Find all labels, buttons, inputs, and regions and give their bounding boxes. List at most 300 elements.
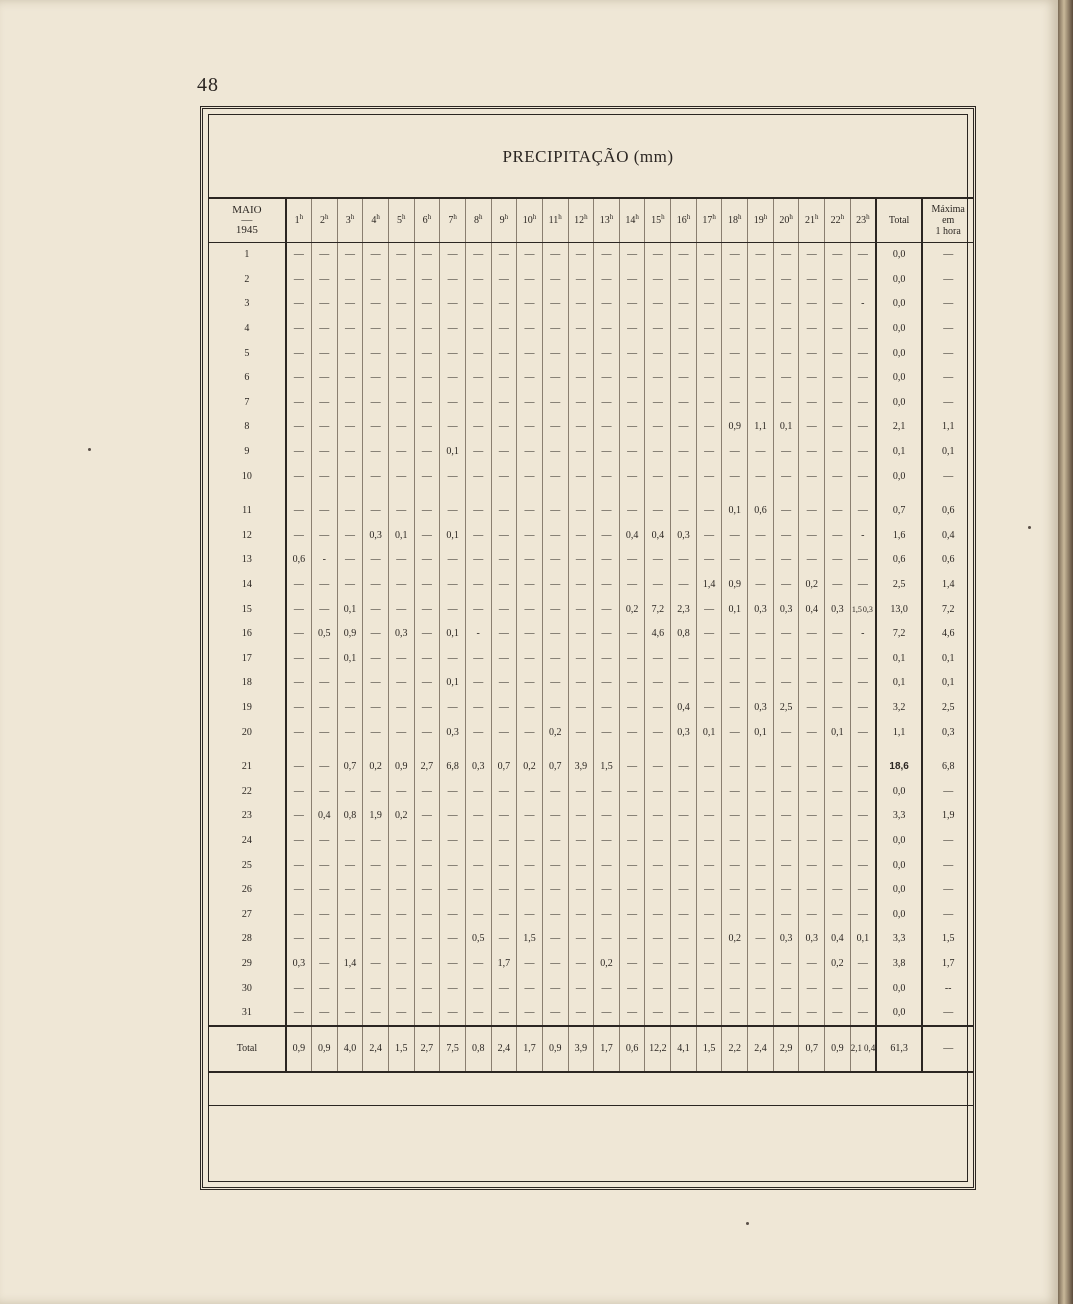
- hourly-value: —: [465, 1000, 491, 1026]
- hourly-value: —: [286, 523, 312, 548]
- hourly-value: 0,1: [388, 523, 414, 548]
- table-frame: [200, 106, 976, 1190]
- hourly-value: —: [388, 695, 414, 720]
- hourly-value: 0,1: [696, 720, 722, 745]
- hourly-value: —: [799, 720, 825, 745]
- hourly-value: —: [542, 415, 568, 440]
- hourly-value: —: [619, 341, 645, 366]
- hourly-value: —: [619, 365, 645, 390]
- day-max-hour: 1,5: [922, 927, 973, 952]
- hourly-value: —: [542, 390, 568, 415]
- hourly-value: 0,6: [286, 548, 312, 573]
- hourly-value: —: [594, 548, 620, 573]
- hourly-value: —: [286, 292, 312, 317]
- hourly-value: —: [619, 415, 645, 440]
- hourly-value: —: [517, 267, 543, 292]
- hourly-value: —: [337, 572, 363, 597]
- hour-total: 1,7: [594, 1026, 620, 1072]
- day-max-hour: 0,4: [922, 523, 973, 548]
- day-total: 0,0: [876, 267, 922, 292]
- hourly-value: —: [414, 267, 440, 292]
- hourly-value: —: [645, 951, 671, 976]
- day-number: 21: [209, 744, 286, 779]
- hourly-value: —: [465, 853, 491, 878]
- day-row: [209, 341, 973, 366]
- hourly-value: —: [517, 828, 543, 853]
- hourly-value: —: [748, 572, 774, 597]
- day-number: 23: [209, 804, 286, 829]
- hourly-value: —: [414, 671, 440, 696]
- hourly-value: —: [645, 572, 671, 597]
- hour-header: 21$^h$: [799, 198, 825, 242]
- hourly-value: —: [722, 390, 748, 415]
- day-total: 1,1: [876, 720, 922, 745]
- hourly-value: —: [311, 902, 337, 927]
- hourly-value: —: [696, 523, 722, 548]
- hourly-value: —: [363, 720, 389, 745]
- hourly-value: —: [363, 365, 389, 390]
- hourly-value: —: [671, 671, 697, 696]
- hourly-value: —: [594, 365, 620, 390]
- hourly-value: —: [363, 488, 389, 523]
- hourly-value: —: [337, 671, 363, 696]
- day-row: [209, 464, 973, 489]
- hourly-value: —: [542, 439, 568, 464]
- hourly-value: —: [825, 695, 851, 720]
- day-row: [209, 621, 973, 646]
- hourly-value: —: [465, 488, 491, 523]
- hourly-value: —: [517, 415, 543, 440]
- day-max-hour: 0,1: [922, 646, 973, 671]
- hourly-value: —: [850, 548, 876, 573]
- hourly-value: —: [671, 365, 697, 390]
- hourly-value: —: [414, 341, 440, 366]
- hourly-value: 0,1: [337, 646, 363, 671]
- hourly-value: —: [440, 267, 466, 292]
- hourly-value: —: [542, 695, 568, 720]
- hourly-value: —: [542, 927, 568, 952]
- hour-header: 17$^h$: [696, 198, 722, 242]
- hourly-value: —: [825, 646, 851, 671]
- hourly-value: —: [337, 390, 363, 415]
- day-row: [209, 804, 973, 829]
- day-total: 2,5: [876, 572, 922, 597]
- hourly-value: —: [594, 902, 620, 927]
- hourly-value: —: [619, 572, 645, 597]
- hourly-value: —: [440, 902, 466, 927]
- day-max-hour: —: [922, 316, 973, 341]
- hourly-value: -: [850, 621, 876, 646]
- hourly-value: —: [799, 779, 825, 804]
- hourly-value: —: [671, 779, 697, 804]
- hourly-value: —: [722, 1000, 748, 1026]
- hourly-value: —: [337, 779, 363, 804]
- hourly-value: —: [542, 464, 568, 489]
- hourly-value: —: [311, 488, 337, 523]
- hourly-value: 0,1: [748, 720, 774, 745]
- hourly-value: —: [363, 415, 389, 440]
- hourly-value: —: [465, 720, 491, 745]
- hourly-value: —: [825, 877, 851, 902]
- hourly-value: —: [773, 671, 799, 696]
- hourly-value: —: [594, 927, 620, 952]
- hourly-value: —: [337, 439, 363, 464]
- hourly-value: —: [671, 572, 697, 597]
- hourly-value: —: [491, 390, 517, 415]
- hourly-value: —: [850, 439, 876, 464]
- hourly-value: —: [645, 464, 671, 489]
- hourly-value: —: [748, 548, 774, 573]
- day-row: [209, 828, 973, 853]
- hour-header: 20$^h$: [773, 198, 799, 242]
- day-max-hour: —: [922, 828, 973, 853]
- day-max-hour: —: [922, 292, 973, 317]
- hourly-value: —: [671, 976, 697, 1001]
- day-total: 3,8: [876, 951, 922, 976]
- day-number: 1: [209, 242, 286, 267]
- hourly-value: 0,3: [671, 523, 697, 548]
- max-header-line: Máxima: [931, 203, 965, 215]
- hourly-value: —: [465, 390, 491, 415]
- hourly-value: —: [696, 597, 722, 622]
- grand-total: 61,3: [876, 1026, 922, 1072]
- hourly-value: —: [414, 464, 440, 489]
- hourly-value: —: [722, 720, 748, 745]
- day-max-hour: —: [922, 390, 973, 415]
- hourly-value: —: [388, 779, 414, 804]
- day-row: [209, 951, 973, 976]
- hourly-value: 0,8: [337, 804, 363, 829]
- day-max-hour: —: [922, 877, 973, 902]
- hourly-value: —: [414, 828, 440, 853]
- hourly-value: -: [311, 548, 337, 573]
- day-total: 0,1: [876, 439, 922, 464]
- hourly-value: —: [414, 1000, 440, 1026]
- day-number: 15: [209, 597, 286, 622]
- hourly-value: —: [363, 976, 389, 1001]
- hourly-value: —: [645, 720, 671, 745]
- hourly-value: —: [594, 828, 620, 853]
- hourly-value: —: [414, 720, 440, 745]
- hourly-value: —: [491, 902, 517, 927]
- hourly-value: —: [465, 292, 491, 317]
- hourly-value: —: [414, 242, 440, 267]
- hourly-value: —: [337, 267, 363, 292]
- hourly-value: —: [517, 390, 543, 415]
- hourly-value: —: [440, 597, 466, 622]
- hourly-value: 0,4: [671, 695, 697, 720]
- hourly-value: —: [542, 646, 568, 671]
- grand-max: —: [922, 1026, 973, 1072]
- hourly-value: —: [337, 341, 363, 366]
- hourly-value: —: [850, 853, 876, 878]
- day-row: [209, 597, 973, 622]
- hour-suffix: h: [453, 212, 457, 221]
- header-dash: —: [241, 214, 253, 227]
- hourly-value: —: [594, 976, 620, 1001]
- hourly-value: —: [388, 853, 414, 878]
- hourly-value: —: [799, 341, 825, 366]
- day-number: 13: [209, 548, 286, 573]
- hourly-value: —: [363, 267, 389, 292]
- hour-total: 0,9: [311, 1026, 337, 1072]
- day-max-hour: —: [922, 341, 973, 366]
- hourly-value: —: [440, 316, 466, 341]
- hourly-value: —: [388, 242, 414, 267]
- hourly-value-part: 0,3: [862, 604, 873, 614]
- hourly-value: —: [337, 523, 363, 548]
- hourly-value: —: [337, 242, 363, 267]
- hourly-value: —: [363, 646, 389, 671]
- hourly-value: —: [311, 597, 337, 622]
- hourly-value: —: [696, 439, 722, 464]
- hourly-value: —: [568, 695, 594, 720]
- day-row: [209, 572, 973, 597]
- hourly-value: —: [645, 779, 671, 804]
- table-body: [209, 242, 973, 1026]
- hourly-value: 0,3: [440, 720, 466, 745]
- hourly-value: —: [414, 597, 440, 622]
- hourly-value: —: [773, 804, 799, 829]
- hourly-value: —: [388, 439, 414, 464]
- hourly-value: —: [825, 439, 851, 464]
- hourly-value: —: [311, 390, 337, 415]
- hourly-value: 0,4: [825, 927, 851, 952]
- hourly-value: —: [337, 695, 363, 720]
- day-max-hour: 0,1: [922, 439, 973, 464]
- hourly-value: —: [773, 720, 799, 745]
- hourly-value: —: [388, 365, 414, 390]
- hourly-value: —: [773, 292, 799, 317]
- hourly-value: —: [645, 341, 671, 366]
- hourly-value: —: [671, 488, 697, 523]
- hourly-value: —: [388, 572, 414, 597]
- hourly-value: —: [722, 523, 748, 548]
- hourly-value: —: [696, 927, 722, 952]
- hourly-value: —: [491, 976, 517, 1001]
- hourly-value: —: [696, 828, 722, 853]
- hourly-value: —: [491, 365, 517, 390]
- hourly-value: —: [645, 804, 671, 829]
- hourly-value: 0,3: [363, 523, 389, 548]
- hourly-value: —: [542, 316, 568, 341]
- day-total: 0,0: [876, 902, 922, 927]
- hourly-value: —: [799, 415, 825, 440]
- day-number: 24: [209, 828, 286, 853]
- hourly-value: —: [286, 695, 312, 720]
- hourly-value: —: [696, 488, 722, 523]
- hourly-value: 1,9: [363, 804, 389, 829]
- hourly-value: —: [286, 779, 312, 804]
- hour-header: 13$^h$: [594, 198, 620, 242]
- day-total: 7,2: [876, 621, 922, 646]
- hourly-value: —: [696, 779, 722, 804]
- hourly-value: —: [619, 976, 645, 1001]
- hourly-value: —: [542, 597, 568, 622]
- hourly-value: 7,2: [645, 597, 671, 622]
- hourly-value: —: [722, 744, 748, 779]
- hourly-value: —: [388, 951, 414, 976]
- hourly-value: —: [414, 877, 440, 902]
- month-label: MAIO: [232, 204, 262, 217]
- hourly-value: —: [311, 523, 337, 548]
- hourly-value: —: [491, 927, 517, 952]
- hourly-value: —: [748, 853, 774, 878]
- hourly-value: —: [722, 464, 748, 489]
- hourly-value: —: [311, 1000, 337, 1026]
- hourly-value: —: [799, 523, 825, 548]
- hour-total: 1,5: [388, 1026, 414, 1072]
- hourly-value: —: [286, 976, 312, 1001]
- bottom-rule: [209, 1105, 973, 1106]
- day-total: 2,1: [876, 415, 922, 440]
- hour-total: 4,1: [671, 1026, 697, 1072]
- hourly-value: —: [542, 1000, 568, 1026]
- hourly-value: —: [517, 779, 543, 804]
- hourly-value: —: [799, 316, 825, 341]
- day-row: [209, 695, 973, 720]
- hourly-value: 0,2: [363, 744, 389, 779]
- hour-header: 15$^h$: [645, 198, 671, 242]
- hourly-value: —: [568, 951, 594, 976]
- hourly-value: —: [594, 804, 620, 829]
- page-edge: [1058, 0, 1073, 1304]
- hourly-value: —: [619, 1000, 645, 1026]
- hourly-value: —: [414, 951, 440, 976]
- hourly-value: —: [465, 695, 491, 720]
- hourly-value: —: [748, 1000, 774, 1026]
- day-total: 0,1: [876, 646, 922, 671]
- day-total: 0,0: [876, 292, 922, 317]
- hourly-value: —: [696, 695, 722, 720]
- hourly-value: 0,6: [748, 488, 774, 523]
- hourly-value: —: [594, 671, 620, 696]
- hourly-value: —: [542, 671, 568, 696]
- hourly-value: —: [414, 316, 440, 341]
- hourly-value: —: [311, 779, 337, 804]
- hourly-value: —: [722, 877, 748, 902]
- day-number: 20: [209, 720, 286, 745]
- hourly-value: —: [696, 267, 722, 292]
- day-max-hour: —: [922, 464, 973, 489]
- hourly-value: —: [363, 695, 389, 720]
- hour-total: 0,8: [465, 1026, 491, 1072]
- hourly-value: —: [440, 292, 466, 317]
- hourly-value: —: [286, 316, 312, 341]
- hourly-value: —: [414, 488, 440, 523]
- hour-total: 0,9: [286, 1026, 312, 1072]
- hourly-value: —: [337, 828, 363, 853]
- hourly-value: —: [696, 646, 722, 671]
- hourly-value: —: [773, 548, 799, 573]
- day-total: 0,0: [876, 242, 922, 267]
- hourly-value: —: [286, 597, 312, 622]
- hourly-value: —: [850, 744, 876, 779]
- hourly-value: —: [850, 464, 876, 489]
- day-number: 4: [209, 316, 286, 341]
- hourly-value: 0,1: [440, 439, 466, 464]
- speck: [88, 448, 91, 451]
- hour-suffix: h: [402, 212, 406, 221]
- hourly-value: —: [465, 341, 491, 366]
- hourly-value: —: [773, 828, 799, 853]
- hourly-value: —: [568, 597, 594, 622]
- hourly-value: —: [542, 341, 568, 366]
- hourly-value: —: [491, 671, 517, 696]
- hourly-value: —: [517, 341, 543, 366]
- hourly-value: —: [671, 804, 697, 829]
- hourly-value: 2,5: [773, 695, 799, 720]
- hourly-value: —: [286, 621, 312, 646]
- day-number: 14: [209, 572, 286, 597]
- hourly-value: —: [748, 779, 774, 804]
- hourly-value: —: [671, 242, 697, 267]
- hourly-value: —: [748, 523, 774, 548]
- hour-total: 2,4: [491, 1026, 517, 1072]
- hourly-value: —: [517, 671, 543, 696]
- hourly-value: —: [825, 464, 851, 489]
- hourly-value: —: [645, 744, 671, 779]
- hourly-value: 0,9: [337, 621, 363, 646]
- hourly-value: —: [748, 242, 774, 267]
- hourly-value: —: [311, 744, 337, 779]
- hourly-value: —: [722, 951, 748, 976]
- hourly-value: —: [286, 267, 312, 292]
- hourly-value: 0,3: [388, 621, 414, 646]
- max-header-line: 1 hora: [935, 225, 961, 237]
- day-row: [209, 316, 973, 341]
- hourly-value: —: [799, 267, 825, 292]
- hourly-value: —: [388, 976, 414, 1001]
- hourly-value: —: [594, 572, 620, 597]
- day-total: 0,7: [876, 488, 922, 523]
- hourly-value: —: [825, 365, 851, 390]
- hour-header: 12$^h$: [568, 198, 594, 242]
- hourly-value: —: [722, 853, 748, 878]
- hourly-value: —: [440, 1000, 466, 1026]
- hourly-value: —: [825, 390, 851, 415]
- hourly-value: —: [722, 671, 748, 696]
- day-total: 0,0: [876, 341, 922, 366]
- hour-total: 12,2: [645, 1026, 671, 1072]
- day-row: [209, 439, 973, 464]
- hourly-value: —: [388, 720, 414, 745]
- hourly-value: —: [671, 828, 697, 853]
- hourly-value: —: [311, 877, 337, 902]
- hourly-value: —: [799, 621, 825, 646]
- hourly-value: —: [286, 744, 312, 779]
- hourly-value: —: [286, 877, 312, 902]
- hourly-value: —: [568, 646, 594, 671]
- hourly-value: —: [594, 877, 620, 902]
- hour-total-part: 2,1: [850, 1043, 862, 1054]
- hourly-value: 6,8: [440, 744, 466, 779]
- hour-total: 1,7: [517, 1026, 543, 1072]
- hourly-value: —: [363, 951, 389, 976]
- hourly-value: —: [465, 597, 491, 622]
- hourly-value: —: [568, 828, 594, 853]
- day-number: 9: [209, 439, 286, 464]
- hourly-value: —: [311, 365, 337, 390]
- hourly-value: —: [568, 390, 594, 415]
- hourly-value: —: [568, 292, 594, 317]
- hourly-value: —: [696, 242, 722, 267]
- hourly-value: 0,5: [311, 621, 337, 646]
- day-total: 0,0: [876, 464, 922, 489]
- day-max-hour: —: [922, 242, 973, 267]
- hourly-value: 0,2: [388, 804, 414, 829]
- hourly-value: —: [671, 927, 697, 952]
